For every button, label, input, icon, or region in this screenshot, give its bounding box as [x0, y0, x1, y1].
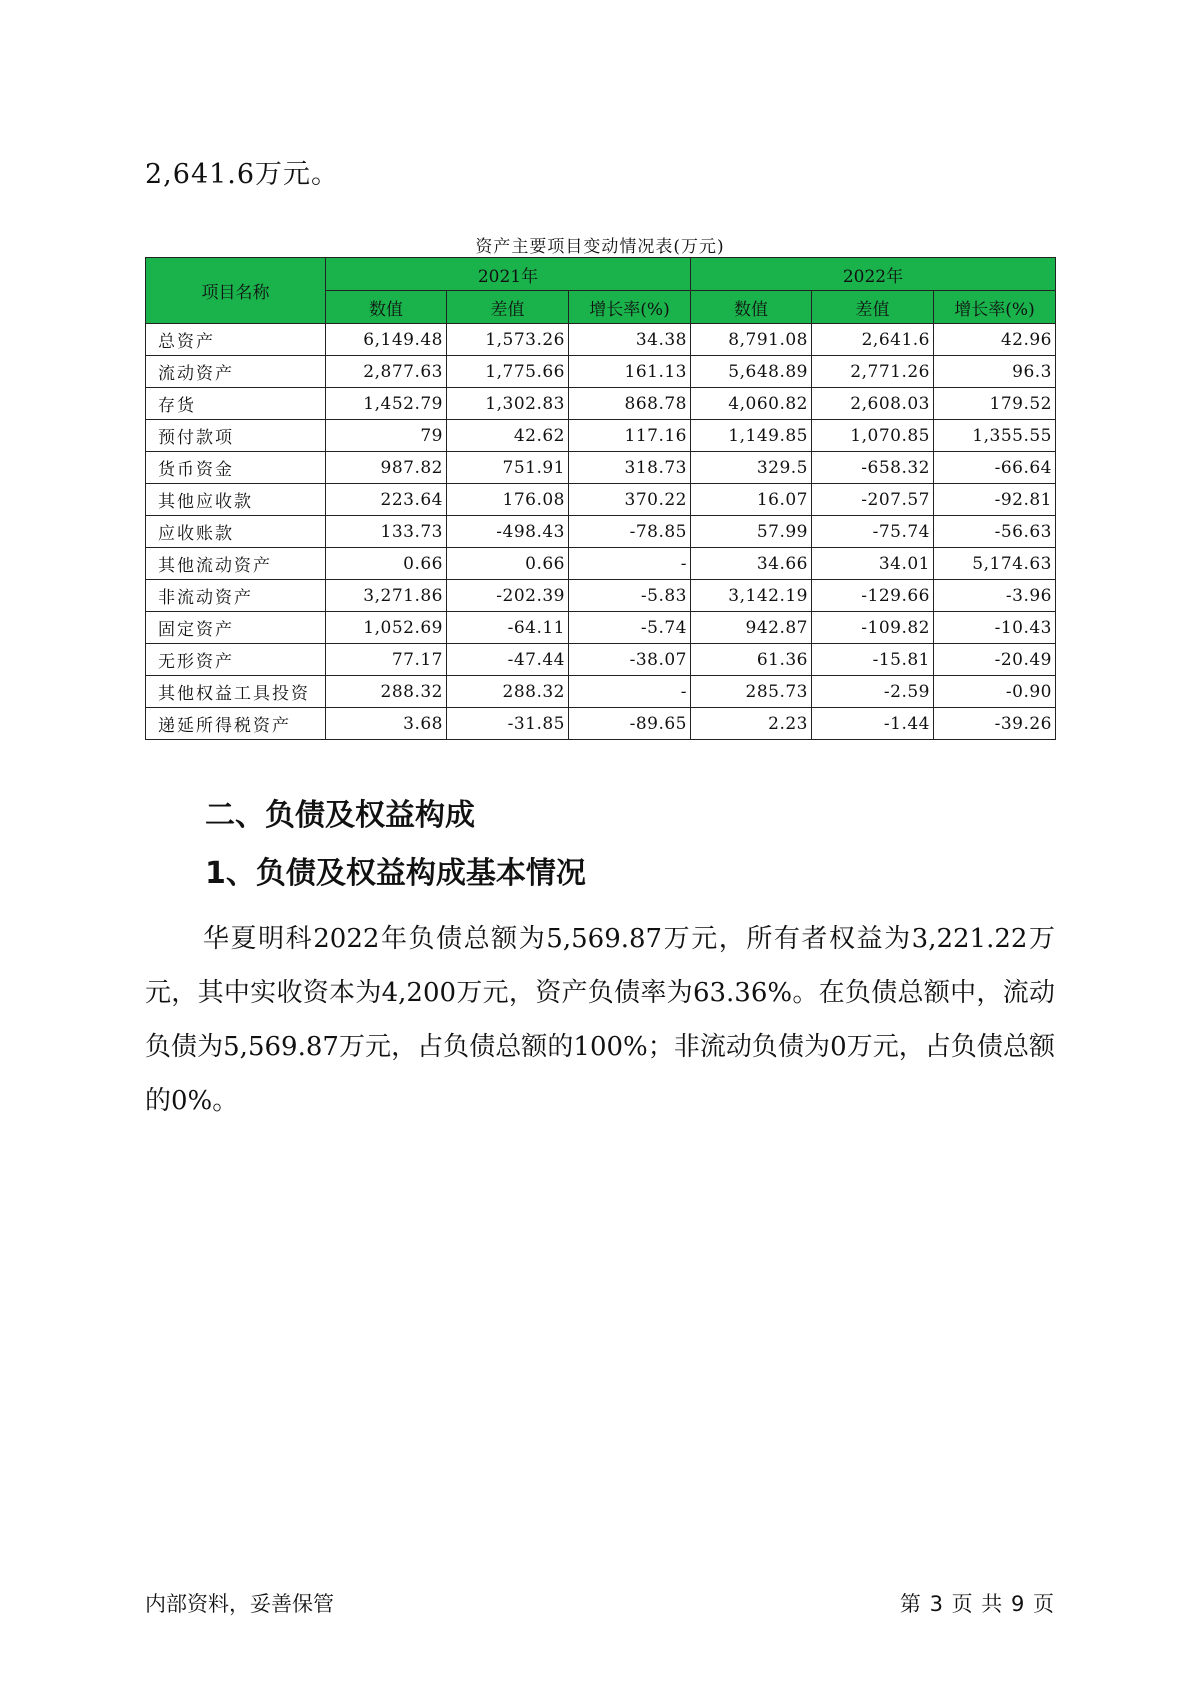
row-value-cell: -92.81	[934, 484, 1056, 516]
row-value-cell: -129.66	[812, 580, 934, 612]
row-value-cell: 370.22	[569, 484, 691, 516]
lead-line: 2,641.6万元。	[145, 159, 340, 190]
table-row	[146, 324, 1056, 356]
row-value-cell: 79	[326, 420, 447, 452]
row-value-cell: 4,060.82	[691, 388, 812, 420]
header-value: 数值	[326, 291, 447, 324]
row-value-cell: 34.38	[569, 324, 691, 356]
row-value-cell: 8,791.08	[691, 324, 812, 356]
row-value-cell: 1,070.85	[812, 420, 934, 452]
row-value-cell: 318.73	[569, 452, 691, 484]
row-value-cell: -	[569, 676, 691, 708]
row-value-cell: -15.81	[812, 644, 934, 676]
header-growth-rate: 增长率(%)	[934, 291, 1056, 324]
row-item-name: 其他权益工具投资	[146, 676, 326, 708]
row-value-cell: 751.91	[447, 452, 569, 484]
row-value-cell: 34.01	[812, 548, 934, 580]
row-value-cell: 0.66	[326, 548, 447, 580]
row-value-cell: 2,877.63	[326, 356, 447, 388]
table-header-row	[146, 258, 1056, 291]
table-row	[146, 484, 1056, 516]
row-value-cell: -498.43	[447, 516, 569, 548]
row-value-cell: -20.49	[934, 644, 1056, 676]
row-value-cell: -202.39	[447, 580, 569, 612]
header-year-2021: 2021年	[326, 258, 691, 291]
row-value-cell: -5.74	[569, 612, 691, 644]
row-value-cell: -64.11	[447, 612, 569, 644]
row-item-name: 其他流动资产	[146, 548, 326, 580]
row-value-cell: 868.78	[569, 388, 691, 420]
row-value-cell: 61.36	[691, 644, 812, 676]
row-value-cell: 16.07	[691, 484, 812, 516]
row-value-cell: 57.99	[691, 516, 812, 548]
table-row	[146, 388, 1056, 420]
row-value-cell: -3.96	[934, 580, 1056, 612]
row-value-cell: 987.82	[326, 452, 447, 484]
row-value-cell: 6,149.48	[326, 324, 447, 356]
row-value-cell: -89.65	[569, 708, 691, 740]
table-row	[146, 452, 1056, 484]
row-value-cell: 96.3	[934, 356, 1056, 388]
row-value-cell: -658.32	[812, 452, 934, 484]
row-value-cell: -109.82	[812, 612, 934, 644]
row-value-cell: -2.59	[812, 676, 934, 708]
row-value-cell: 161.13	[569, 356, 691, 388]
row-value-cell: 1,355.55	[934, 420, 1056, 452]
asset-change-table	[145, 257, 1056, 740]
row-value-cell: -66.64	[934, 452, 1056, 484]
row-value-cell: 3,142.19	[691, 580, 812, 612]
table-row	[146, 612, 1056, 644]
header-difference: 差值	[812, 291, 934, 324]
table-row	[146, 420, 1056, 452]
row-value-cell: 1,302.83	[447, 388, 569, 420]
row-value-cell: -38.07	[569, 644, 691, 676]
row-value-cell: 1,452.79	[326, 388, 447, 420]
row-value-cell: -	[569, 548, 691, 580]
row-value-cell: 176.08	[447, 484, 569, 516]
row-item-name: 预付款项	[146, 420, 326, 452]
header-item-name: 项目名称	[146, 258, 326, 324]
table-row	[146, 708, 1056, 740]
row-item-name: 递延所得税资产	[146, 708, 326, 740]
row-value-cell: 942.87	[691, 612, 812, 644]
row-value-cell: 5,174.63	[934, 548, 1056, 580]
row-value-cell: 42.96	[934, 324, 1056, 356]
row-value-cell: 1,052.69	[326, 612, 447, 644]
row-value-cell: 329.5	[691, 452, 812, 484]
row-value-cell: 2,641.6	[812, 324, 934, 356]
row-value-cell: 1,573.26	[447, 324, 569, 356]
row-value-cell: 2,608.03	[812, 388, 934, 420]
row-value-cell: 3.68	[326, 708, 447, 740]
row-value-cell: 0.66	[447, 548, 569, 580]
row-value-cell: -39.26	[934, 708, 1056, 740]
table-row	[146, 580, 1056, 612]
row-value-cell: 77.17	[326, 644, 447, 676]
table-row	[146, 548, 1056, 580]
section-heading: 二、负债及权益构成	[205, 798, 475, 833]
table-row	[146, 644, 1056, 676]
row-value-cell: 179.52	[934, 388, 1056, 420]
row-value-cell: 2,771.26	[812, 356, 934, 388]
header-growth-rate: 增长率(%)	[569, 291, 691, 324]
row-value-cell: -1.44	[812, 708, 934, 740]
row-item-name: 总资产	[146, 324, 326, 356]
row-value-cell: 42.62	[447, 420, 569, 452]
table-row	[146, 676, 1056, 708]
row-item-name: 应收账款	[146, 516, 326, 548]
row-value-cell: 133.73	[326, 516, 447, 548]
body-paragraph: 华夏明科2022年负债总额为5,569.87万元，所有者权益为3,221.22万元，其中实收资本为4,200万元，资产负债率为63.36%。在负债总额中，流动负债为5,569.87万元，占负债总额的100%；非流动负债为0万元，占负债总额的0%。	[145, 924, 1055, 1116]
row-value-cell: 1,149.85	[691, 420, 812, 452]
row-item-name: 非流动资产	[146, 580, 326, 612]
row-value-cell: 2.23	[691, 708, 812, 740]
row-value-cell: -0.90	[934, 676, 1056, 708]
header-difference: 差值	[447, 291, 569, 324]
row-value-cell: 1,775.66	[447, 356, 569, 388]
row-value-cell: -56.63	[934, 516, 1056, 548]
row-item-name: 固定资产	[146, 612, 326, 644]
row-value-cell: 223.64	[326, 484, 447, 516]
header-value: 数值	[691, 291, 812, 324]
row-item-name: 其他应收款	[146, 484, 326, 516]
row-value-cell: 288.32	[447, 676, 569, 708]
subsection-heading: 1、负债及权益构成基本情况	[205, 856, 586, 891]
row-value-cell: -31.85	[447, 708, 569, 740]
table-body	[146, 324, 1056, 740]
row-item-name: 流动资产	[146, 356, 326, 388]
table-row	[146, 356, 1056, 388]
table-caption: 资产主要项目变动情况表(万元)	[475, 237, 725, 257]
row-item-name: 无形资产	[146, 644, 326, 676]
header-year-2022: 2022年	[691, 258, 1056, 291]
row-value-cell: -207.57	[812, 484, 934, 516]
row-value-cell: 5,648.89	[691, 356, 812, 388]
table-row	[146, 516, 1056, 548]
row-value-cell: -47.44	[447, 644, 569, 676]
row-value-cell: -10.43	[934, 612, 1056, 644]
row-item-name: 存货	[146, 388, 326, 420]
footer-confidential-note: 内部资料，妥善保管	[145, 1592, 334, 1616]
row-value-cell: 285.73	[691, 676, 812, 708]
row-value-cell: 3,271.86	[326, 580, 447, 612]
row-value-cell: -5.83	[569, 580, 691, 612]
row-value-cell: 34.66	[691, 548, 812, 580]
footer-page-number: 第 3 页 共 9 页	[899, 1592, 1055, 1616]
row-value-cell: -75.74	[812, 516, 934, 548]
row-value-cell: -78.85	[569, 516, 691, 548]
row-item-name: 货币资金	[146, 452, 326, 484]
row-value-cell: 117.16	[569, 420, 691, 452]
row-value-cell: 288.32	[326, 676, 447, 708]
